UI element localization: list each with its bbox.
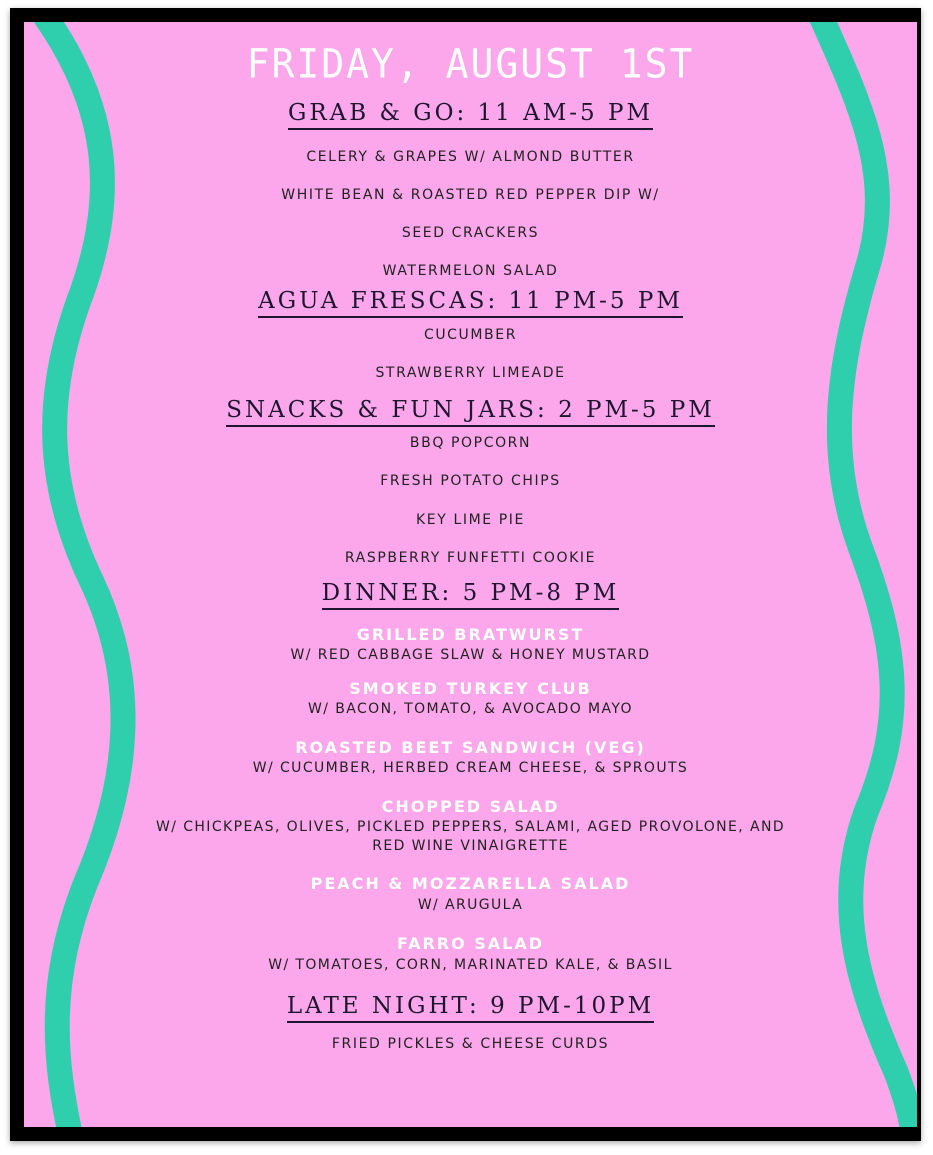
list-item: STRAWBERRY LIMEADE bbox=[375, 365, 566, 381]
section-heading-grab-and-go bbox=[24, 100, 917, 130]
dish-description: W/ BACON, TOMATO, & AVOCADO MAYO bbox=[308, 701, 633, 717]
section-heading-late-night bbox=[24, 993, 917, 1023]
list-item: RASPBERRY FUNFETTI COOKIE bbox=[344, 550, 597, 566]
dish-name: ROASTED BEET SANDWICH (VEG) bbox=[295, 738, 646, 757]
heading-text: SNACKS & FUN JARS: 2 PM-5 PM bbox=[226, 397, 715, 427]
list-item: WATERMELON SALAD bbox=[382, 263, 559, 279]
dish-description: W/ CHICKPEAS, OLIVES, PICKLED PEPPERS, SALAMI, AGED PROVOLONE, AND bbox=[156, 819, 785, 835]
dish-name: GRILLED BRATWURST bbox=[356, 625, 585, 644]
section-heading-agua-frescas bbox=[24, 288, 917, 318]
dish-description: W/ ARUGULA bbox=[417, 897, 524, 913]
heading-text: GRAB & GO: 11 AM-5 PM bbox=[288, 100, 653, 130]
list-item: WHITE BEAN & ROASTED RED PEPPER DIP W/ bbox=[281, 187, 660, 203]
list-item: CELERY & GRAPES W/ ALMOND BUTTER bbox=[306, 149, 635, 165]
menu-poster bbox=[24, 22, 917, 1127]
section-heading-dinner bbox=[24, 580, 917, 610]
page-title: FRIDAY, AUGUST 1ST bbox=[246, 40, 695, 88]
dish-name: SMOKED TURKEY CLUB bbox=[349, 679, 592, 698]
poster-frame bbox=[10, 8, 921, 1141]
dish-description: RED WINE VINAIGRETTE bbox=[372, 838, 569, 854]
list-item: SEED CRACKERS bbox=[401, 225, 540, 241]
list-item: KEY LIME PIE bbox=[416, 512, 525, 528]
list-item: FRESH POTATO CHIPS bbox=[380, 473, 561, 489]
list-item: CUCUMBER bbox=[423, 327, 518, 343]
heading-text: LATE NIGHT: 9 PM-10PM bbox=[287, 993, 654, 1023]
dish-name: FARRO SALAD bbox=[396, 934, 545, 953]
dish-description: W/ CUCUMBER, HERBED CREAM CHEESE, & SPROUTS bbox=[252, 760, 689, 776]
dish-name: CHOPPED SALAD bbox=[381, 797, 560, 816]
dish-description: W/ RED CABBAGE SLAW & HONEY MUSTARD bbox=[290, 647, 651, 663]
heading-text: DINNER: 5 PM-8 PM bbox=[322, 580, 620, 610]
dish-name: PEACH & MOZZARELLA SALAD bbox=[310, 874, 631, 893]
list-item: BBQ POPCORN bbox=[409, 435, 532, 451]
list-item: FRIED PICKLES & CHEESE CURDS bbox=[331, 1036, 610, 1052]
dish-description: W/ TOMATOES, CORN, MARINATED KALE, & BASIL bbox=[268, 957, 673, 973]
heading-text: AGUA FRESCAS: 11 PM-5 PM bbox=[258, 288, 683, 318]
section-heading-snacks bbox=[24, 397, 917, 427]
